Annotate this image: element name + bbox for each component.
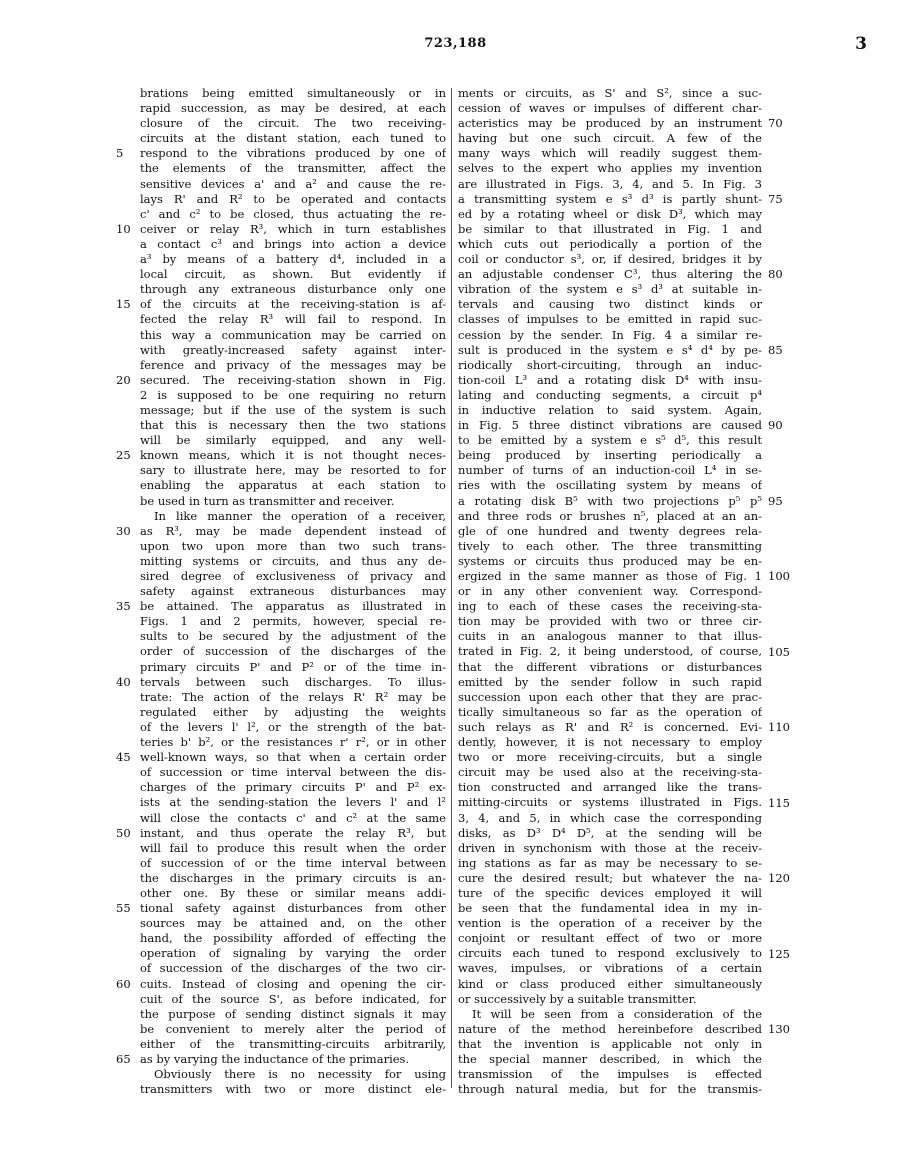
text-line: as by varying the inductance of the primaries. — [140, 1052, 410, 1066]
text-line: disks, as D³ D⁴ D⁵, at the sending will be — [458, 825, 762, 840]
margin-line-number: 5 — [116, 146, 124, 161]
text-line: sired degree of exclusiveness of privacy and — [140, 569, 446, 583]
text-line: respond to the vibrations produced by one of — [140, 146, 446, 161]
text-line: operation of signaling by varying the order — [140, 946, 446, 961]
margin-line-number: 50 — [116, 825, 131, 840]
text-line: It will be seen from a consideration of the — [472, 1006, 762, 1021]
text-line: acteristics may be produced by an instrument — [458, 116, 762, 131]
text-line: will close the contacts c' and c² at the same — [140, 810, 446, 825]
text-line: transmitters with two or more distinct ele- — [140, 1082, 446, 1097]
text-line: trated in Fig. 2, it being understood, of course, — [458, 644, 762, 659]
text-line: circuits each tuned to respond exclusively to — [458, 946, 762, 961]
text-line: cession of waves or impulses of different char- — [458, 101, 762, 116]
margin-line-number: 15 — [116, 297, 131, 312]
text-line: sults to be secured by the adjustment of the — [140, 629, 446, 644]
margin-line-number: 10 — [116, 221, 131, 236]
text-line: cuit of the source S', as before indicated, for — [140, 991, 446, 1006]
text-line: be attained. The apparatus as illustrated in — [140, 599, 446, 614]
text-line: tion-coil L³ and a rotating disk D⁴ with insu- — [458, 372, 762, 387]
text-line: that the different vibrations or disturbances — [458, 659, 762, 674]
margin-line-number: 55 — [116, 901, 131, 916]
text-line: sensitive devices a' and a² and cause the re- — [140, 176, 446, 191]
text-line: having but one such circuit. A few of the — [458, 131, 762, 146]
text-line: c' and c² to be closed, thus actuating the re- — [140, 206, 446, 221]
left-text-column — [140, 86, 446, 1097]
text-line: being produced by inserting periodically a — [458, 448, 762, 463]
text-line: fected the relay R³ will fail to respond. In — [140, 312, 446, 327]
margin-line-number: 95 — [768, 493, 783, 508]
text-line: vention is the operation of a receiver by the — [458, 916, 762, 931]
text-line: primary circuits P' and P² or of the time in- — [140, 659, 446, 674]
margin-line-number: 85 — [768, 342, 783, 357]
text-line: two or more receiving-circuits, but a single — [458, 750, 762, 765]
text-line: of the circuits at the receiving-station is af- — [140, 297, 446, 312]
text-line: the special manner described, in which the — [458, 1052, 762, 1066]
margin-line-number: 20 — [116, 372, 131, 387]
text-line: mitting systems or circuits, and thus any de- — [140, 553, 446, 568]
text-line: charges of the primary circuits P' and P² ex- — [140, 780, 446, 795]
text-line: of succession of the discharges of the two cir- — [140, 961, 446, 976]
patent-number: 723,188 — [424, 36, 487, 51]
text-line: hand, the possibility afforded of effecting the — [140, 931, 446, 946]
text-line: to be emitted by a system e s⁵ d⁵, this result — [458, 433, 762, 448]
text-line: waves, impulses, or vibrations of a certain — [458, 961, 762, 976]
text-line: trate: The action of the relays R' R² may be — [140, 689, 446, 704]
text-line: either of the transmitting-circuits arbitrarily, — [140, 1036, 446, 1051]
text-line: tervals between such discharges. To illus- — [140, 674, 446, 689]
margin-line-number: 45 — [116, 750, 131, 765]
margin-line-number: 110 — [768, 720, 790, 735]
text-line: sary to illustrate here, may be resorted to for — [140, 463, 446, 478]
text-line: through natural media, but for the transmis- — [458, 1082, 762, 1097]
text-line: selves to the expert who applies my invention — [458, 161, 762, 176]
text-line: will fail to produce this result when the order — [140, 840, 446, 855]
margin-line-number: 30 — [116, 523, 131, 538]
text-line: gle of one hundred and twenty degrees rela- — [458, 523, 762, 538]
text-line: safety against extraneous disturbances may — [140, 584, 446, 599]
margin-line-number: 120 — [768, 871, 790, 886]
text-line: be used in turn as transmitter and receiver. — [140, 493, 395, 508]
text-line: transmission of the impulses is effected — [458, 1067, 762, 1082]
margin-line-number: 40 — [116, 674, 131, 689]
text-line: that the invention is applicable not only in — [458, 1036, 762, 1051]
text-line: tively to each other. The three transmitting — [458, 538, 762, 553]
text-line: driven in synchonism with those at the receiv- — [458, 840, 762, 855]
text-line: conjoint or resultant effect of two or more — [458, 931, 762, 946]
text-line: brations being emitted simultaneously or in — [140, 86, 446, 100]
text-line: be seen that the fundamental idea in my in- — [458, 901, 762, 916]
margin-line-number: 75 — [768, 191, 783, 206]
text-line: coil or conductor s³, or, if desired, bridges it by — [458, 252, 762, 267]
text-line: a transmitting system e s³ d³ is partly shunt- — [458, 191, 762, 206]
text-line: known means, which it is not thought neces- — [140, 448, 446, 463]
margin-line-number: 35 — [116, 599, 131, 614]
text-line: circuits at the distant station, each tuned to — [140, 131, 446, 146]
text-line: the purpose of sending distinct signals it may — [140, 1006, 446, 1021]
text-line: through any extraneous disturbance only one — [140, 282, 446, 297]
text-line: a³ by means of a battery d⁴, included in a — [140, 252, 446, 267]
text-line: emitted by the sender follow in such rapid — [458, 674, 762, 689]
margin-line-number: 80 — [768, 267, 783, 282]
margin-line-number: 60 — [116, 976, 131, 991]
text-line: 2 is supposed to be one requiring no return — [140, 387, 446, 402]
text-line: cuits. Instead of closing and opening the cir- — [140, 976, 446, 991]
text-line: cession by the sender. In Fig. 4 a similar re- — [458, 327, 762, 342]
text-line: the elements of the transmitter, affect the — [140, 161, 446, 176]
text-line: or in any other convenient way. Correspond- — [458, 584, 762, 599]
text-line: will be similarly equipped, and any well- — [140, 433, 446, 448]
margin-line-number: 70 — [768, 116, 783, 131]
margin-line-number: 105 — [768, 644, 790, 659]
margin-line-number: 130 — [768, 1022, 790, 1037]
text-line: In like manner the operation of a receiver, — [154, 508, 446, 523]
text-line: number of turns of an induction-coil L⁴ in se- — [458, 463, 762, 478]
text-line: be convenient to merely alter the period of — [140, 1021, 446, 1036]
text-line: this way a communication may be carried on — [140, 327, 446, 342]
text-line: classes of impulses to be emitted in rapid suc- — [458, 312, 762, 327]
margin-line-number: 100 — [768, 569, 790, 584]
text-line: sources may be attained and, on the other — [140, 916, 446, 931]
text-line: such relays as R' and R² is concerned. Evi- — [458, 719, 762, 734]
text-line: enabling the apparatus at each station to — [140, 478, 446, 493]
text-line: that this is necessary then the two stations — [140, 418, 446, 433]
text-line: are illustrated in Figs. 3, 4, and 5. In Fig. 3 — [458, 176, 762, 191]
text-line: ing to each of these cases the receiving-sta- — [458, 599, 762, 614]
text-line: ing stations as far as may be necessary to se- — [458, 855, 762, 870]
text-line: of the levers l' l², or the strength of the bat- — [140, 719, 446, 734]
text-line: circuit may be used also at the receiving-sta- — [458, 765, 762, 780]
text-line: dently, however, it is not necessary to employ — [458, 735, 762, 750]
page-sheet-number: 3 — [855, 34, 867, 54]
text-line: ments or circuits, as S' and S², since a suc- — [458, 86, 762, 100]
right-text-column — [458, 86, 762, 1097]
text-line: sult is produced in the system e s⁴ d⁴ by pe- — [458, 342, 762, 357]
text-line: secured. The receiving-station shown in Fig. — [140, 372, 446, 387]
text-line: cuits in an analogous manner to that illus- — [458, 629, 762, 644]
text-line: a rotating disk B⁵ with two projections p⁵ p⁵ — [458, 493, 762, 508]
margin-line-number: 125 — [768, 946, 790, 961]
text-line: tional safety against disturbances from other — [140, 901, 446, 916]
text-line: the discharges in the primary circuits is an- — [140, 870, 446, 885]
text-line: lating and conducting segments, a circuit p⁴ — [458, 387, 762, 402]
text-line: ists at the sending-station the levers l' and l² — [140, 795, 446, 810]
text-line: order of succession of the discharges of the — [140, 644, 446, 659]
text-line: with greatly-increased safety against inter- — [140, 342, 446, 357]
text-line: lays R' and R² to be operated and contacts — [140, 191, 446, 206]
text-line: ed by a rotating wheel or disk D³, which may — [458, 206, 762, 221]
text-line: ceiver or relay R³, which in turn establishes — [140, 221, 446, 236]
text-line: mitting-circuits or systems illustrated in Figs. — [458, 795, 762, 810]
text-line: many ways which will readily suggest them- — [458, 146, 762, 161]
text-line: instant, and thus operate the relay R³, but — [140, 825, 446, 840]
text-line: a contact c³ and brings into action a device — [140, 236, 446, 251]
text-line: nature of the method hereinbefore described — [458, 1021, 762, 1036]
text-line: ries with the oscillating system by means of — [458, 478, 762, 493]
text-line: tion constructed and arranged like the trans- — [458, 780, 762, 795]
text-line: tervals and causing two distinct kinds or — [458, 297, 762, 312]
text-line: message; but if the use of the system is such — [140, 402, 446, 417]
text-line: an adjustable condenser C³, thus altering the — [458, 267, 762, 282]
text-line: regulated either by adjusting the weights — [140, 704, 446, 719]
text-line: ergized in the same manner as those of Fig. 1 — [458, 569, 762, 583]
margin-line-number: 65 — [116, 1052, 131, 1067]
text-line: or successively by a suitable transmitter. — [458, 991, 697, 1006]
text-line: riodically short-circuiting, through an induc- — [458, 357, 762, 372]
text-line: be similar to that illustrated in Fig. 1 and — [458, 221, 762, 236]
text-line: ture of the specific devices employed it will — [458, 885, 762, 900]
text-line: cure the desired result; but whatever the na- — [458, 870, 762, 885]
text-line: teries b' b², or the resistances r' r², or in other — [140, 735, 446, 750]
text-line: tion may be provided with two or three cir- — [458, 614, 762, 629]
text-line: closure of the circuit. The two receiving- — [140, 116, 446, 131]
margin-line-number: 115 — [768, 795, 790, 810]
text-line: of succession of or the time interval between — [140, 855, 446, 870]
text-line: Figs. 1 and 2 permits, however, special re- — [140, 614, 446, 629]
text-line: local circuit, as shown. But evidently if — [140, 267, 446, 282]
text-line: succession upon each other that they are prac- — [458, 689, 762, 704]
text-line: and three rods or brushes n⁵, placed at an an- — [458, 508, 762, 523]
text-line: as R³, may be made dependent instead of — [140, 523, 446, 538]
text-line: 3, 4, and 5, in which case the corresponding — [458, 810, 762, 825]
page-header — [0, 36, 911, 60]
text-line: upon two upon more than two such trans- — [140, 538, 446, 553]
column-divider — [451, 88, 452, 1088]
text-line: in inductive relation to said system. Again, — [458, 402, 762, 417]
text-line: vibration of the system e s³ d³ at suitable in- — [458, 282, 762, 297]
text-line: tically simultaneous so far as the operation of — [458, 704, 762, 719]
text-line: Obviously there is no necessity for using — [154, 1067, 446, 1082]
text-line: other one. By these or similar means addi- — [140, 885, 446, 900]
text-line: in Fig. 5 three distinct vibrations are caused — [458, 418, 762, 433]
margin-line-number: 90 — [768, 418, 783, 433]
text-line: which cuts out periodically a portion of the — [458, 236, 762, 251]
text-line: ference and privacy of the messages may be — [140, 357, 446, 372]
margin-line-number: 25 — [116, 448, 131, 463]
text-line: systems or circuits thus produced may be en- — [458, 553, 762, 568]
text-line: well-known ways, so that when a certain order — [140, 750, 446, 765]
text-line: rapid succession, as may be desired, at each — [140, 101, 446, 116]
text-line: kind or class produced either simultaneously — [458, 976, 762, 991]
text-line: of succession or time interval between the dis- — [140, 765, 446, 780]
